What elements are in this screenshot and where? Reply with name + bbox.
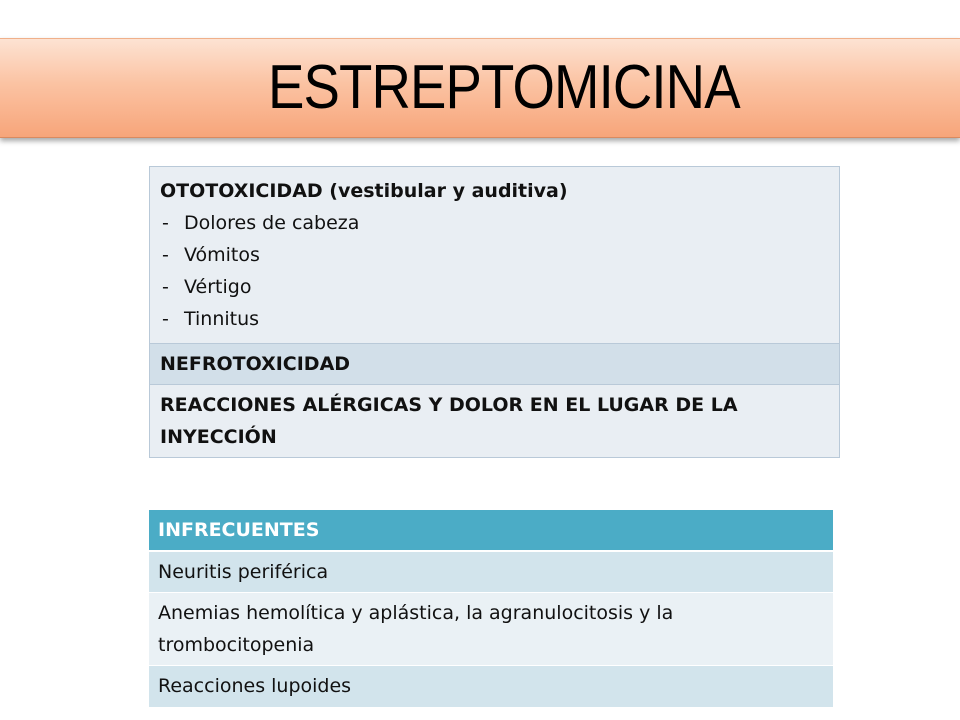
table-row xyxy=(150,167,840,344)
dash-bullet: - xyxy=(162,244,169,266)
symptom-text: Vómitos xyxy=(184,244,260,266)
list-item xyxy=(160,271,829,303)
ototoxicity-heading: OTOTOXICIDAD (vestibular y auditiva) xyxy=(160,180,568,202)
allergic-reactions-cell: REACCIONES ALÉRGICAS Y DOLOR EN EL LUGAR DE LA INYECCIÓN xyxy=(150,385,840,458)
slide-title: ESTREPTOMICINA xyxy=(268,53,740,122)
symptom-text: Tinnitus xyxy=(184,308,260,330)
table-row xyxy=(149,551,833,592)
table-cell: Neuritis periférica xyxy=(149,551,833,592)
table-row xyxy=(150,344,840,385)
table-row xyxy=(149,665,833,707)
adverse-effects-table xyxy=(149,166,840,458)
nephrotoxicity-cell: NEFROTOXICIDAD xyxy=(150,344,840,385)
symptom-list xyxy=(160,207,829,335)
ototoxicity-cell xyxy=(150,167,840,344)
dash-bullet: - xyxy=(162,308,169,330)
symptom-text: Vértigo xyxy=(184,276,252,298)
list-item xyxy=(160,303,829,335)
list-item xyxy=(160,207,829,239)
table-row xyxy=(150,385,840,458)
dash-bullet: - xyxy=(162,276,169,298)
infrequent-header: INFRECUENTES xyxy=(149,510,833,551)
table-row xyxy=(149,592,833,665)
infrequent-effects-table xyxy=(149,510,833,707)
table-cell: Anemias hemolítica y aplástica, la agranulocitosis y la trombocitopenia xyxy=(149,592,833,665)
symptom-text: Dolores de cabeza xyxy=(184,212,360,234)
table-cell: Reacciones lupoides xyxy=(149,665,833,707)
dash-bullet: - xyxy=(162,212,169,234)
table-header-row xyxy=(149,510,833,551)
list-item xyxy=(160,239,829,271)
